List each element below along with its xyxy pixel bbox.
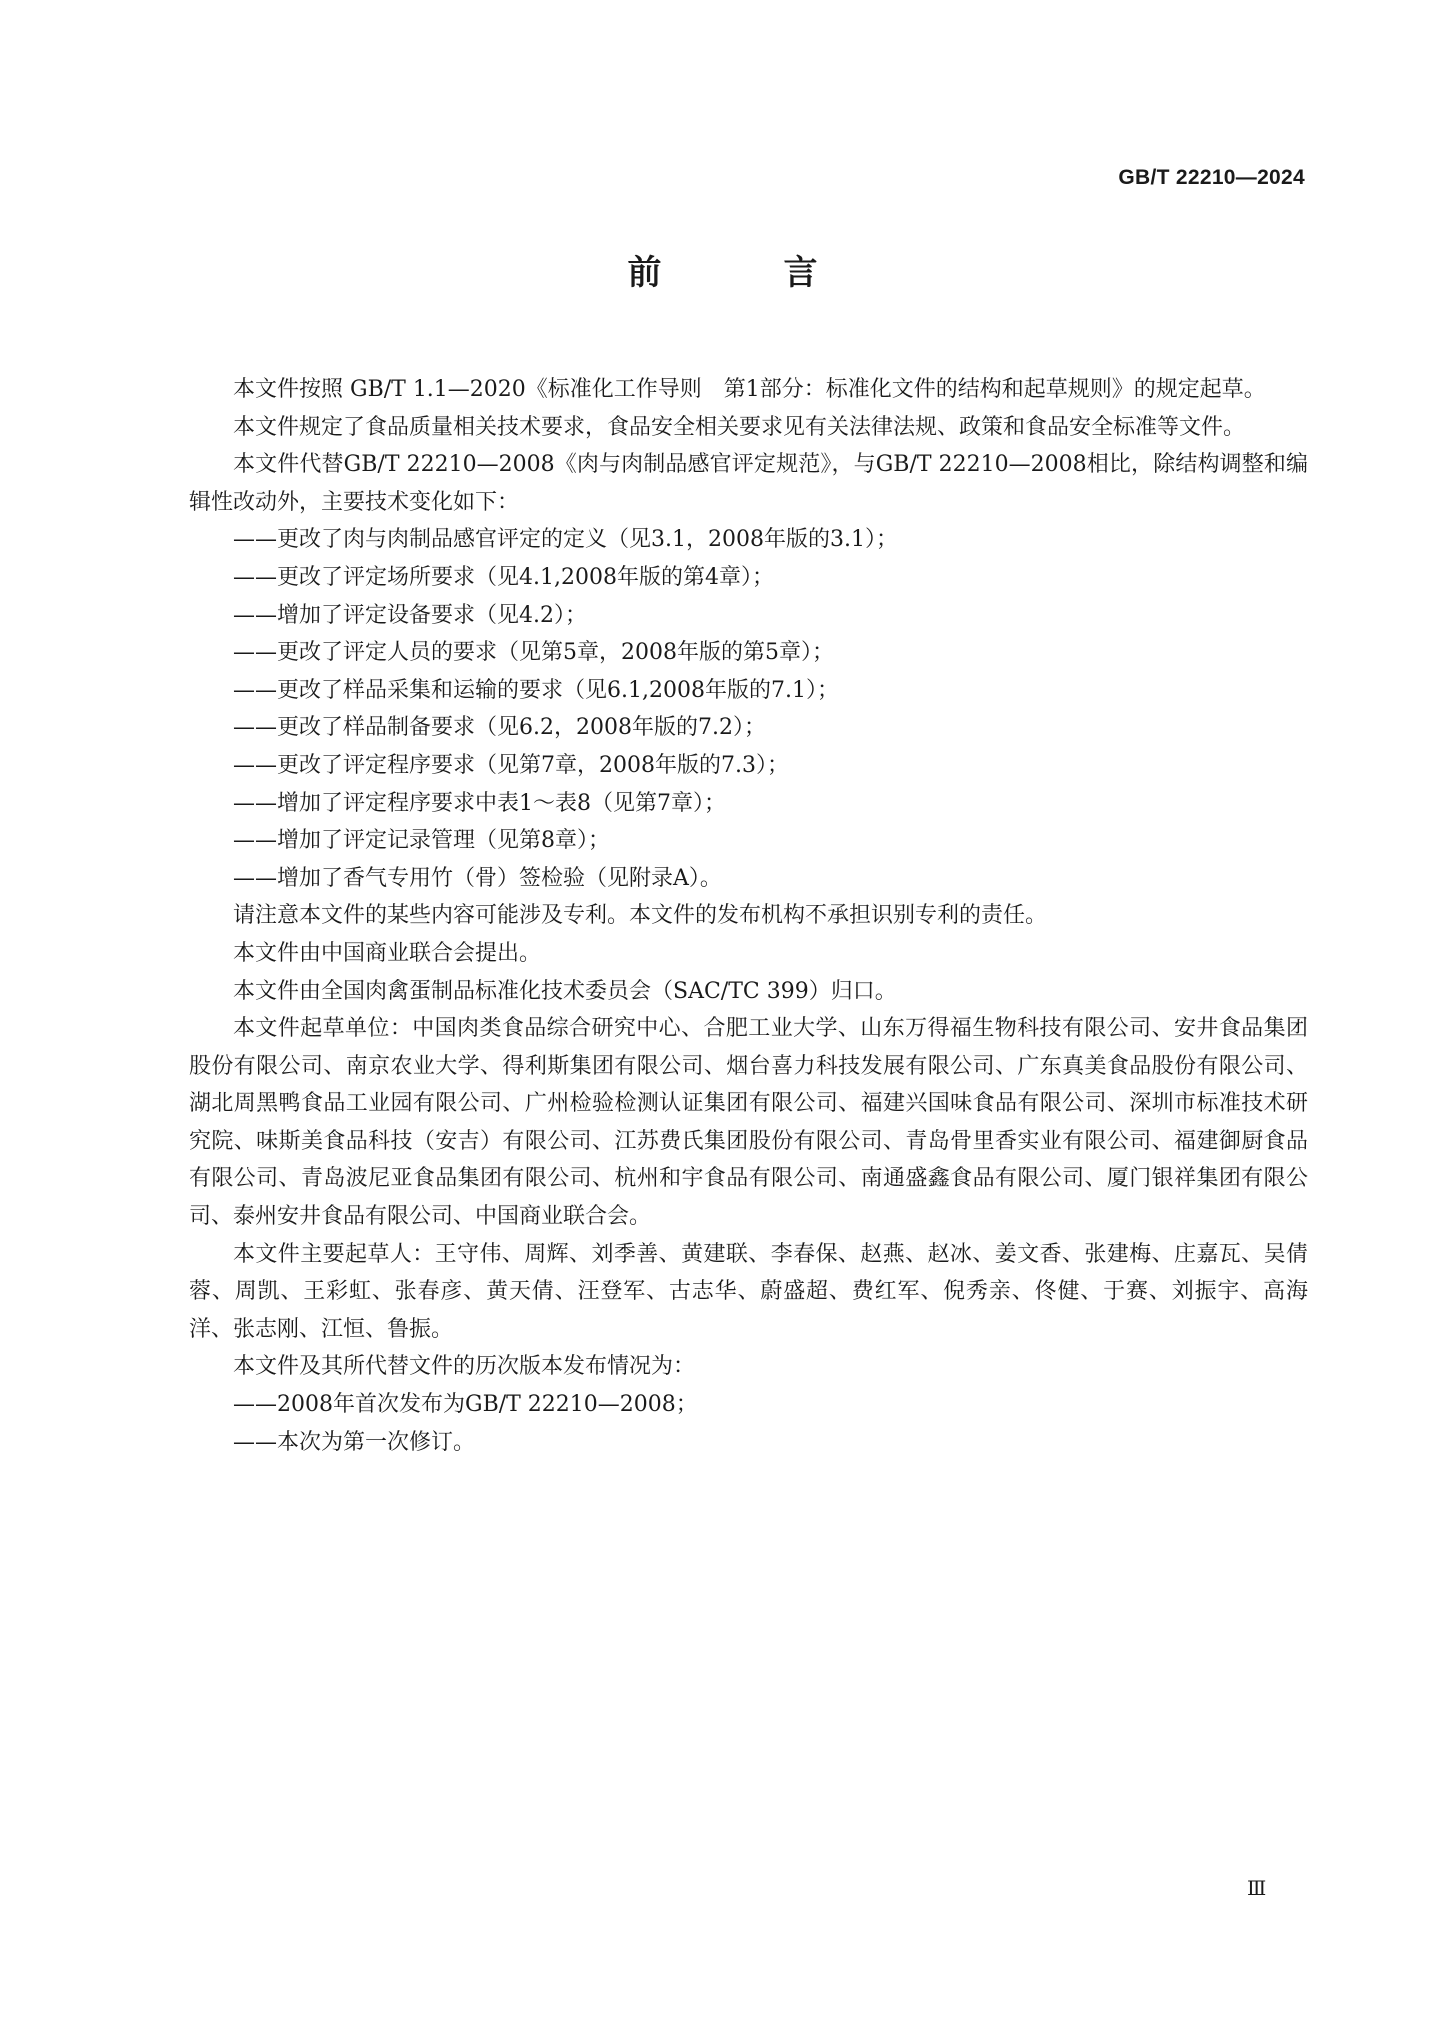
change-item: ——增加了评定程序要求中表1～表8（见第7章）； [233,790,726,816]
patent-notice: 请注意本文件的某些内容可能涉及专利。本文件的发布机构不承担识别专利的责任。 [233,903,1048,929]
change-item: ——更改了肉与肉制品感官评定的定义（见3.1，2008年版的3.1）； [233,527,898,553]
paragraph-drafting-rules: 本文件按照 GB/T 1.1—2020《标准化工作导则 第1部分：标准化文件的结构和起草规则》的规定起草。 [233,377,1266,402]
change-item: ——更改了评定场所要求（见4.1,2008年版的第4章）； [233,564,774,590]
change-item: ——更改了样品制备要求（见6.2，2008年版的7.2）； [233,715,766,741]
change-item: ——增加了评定记录管理（见第8章）； [233,828,610,854]
history-item: ——2008年首次发布为GB/T 22210—2008； [233,1392,698,1418]
change-item: ——更改了评定程序要求（见第7章，2008年版的7.3）； [233,752,789,778]
change-item: ——更改了评定人员的要求（见第5章，2008年版的第5章）； [233,640,834,666]
foreword-body [189,371,1308,1461]
drafting-persons: 本文件主要起草人：王守伟、周辉、刘季善、黄建联、李春保、赵燕、赵冰、姜文香、张建梅、庄嘉瓦、吴倩蓉、周凯、王彩虹、张春彦、黄天倩、汪登军、古志华、蔚盛超、费红军、倪秀亲、佟健、于赛、刘振宇、高海洋、张志刚、江恒、鲁振。 [189,1241,1308,1342]
standard-number: GB/T 22210—2024 [1118,166,1305,189]
committee-statement: 本文件由全国肉禽蛋制品标准化技术委员会（SAC/TC 399）归口。 [233,978,897,1004]
history-item: ——本次为第一次修订。 [233,1429,476,1455]
change-item: ——更改了样品采集和运输的要求（见6.1,2008年版的7.1）； [233,677,839,703]
proposer-statement: 本文件由中国商业联合会提出。 [233,940,542,966]
paragraph-replacement: 本文件代替GB/T 22210—2008《肉与肉制品感官评定规范》，与GB/T 22210—2008相比，除结构调整和编辑性改动外，主要技术变化如下： [189,452,1308,515]
drafting-organizations: 本文件起草单位：中国肉类食品综合研究中心、合肥工业大学、山东万得福生物科技有限公司、安井食品集团股份有限公司、南京农业大学、得利斯集团有限公司、烟台喜力科技发展有限公司、广东真美食品股份有限公司、湖北周黑鸭食品工业园有限公司、广州检验检测认证集团有限公司、福建兴国味食品有限公司、深圳市标准技术研究院、味斯美食品科技（安吉）有限公司、江苏费氏集团股份有限公司、青岛骨里香实业有限公司、福建御厨食品有限公司、青岛波尼亚食品集团有限公司、杭州和宇食品有限公司、南通盛鑫食品有限公司、厦门银祥集团有限公司、泰州安井食品有限公司、中国商业联合会。 [189,1016,1308,1230]
page-title: 前 言 [627,253,862,293]
change-item: ——增加了评定设备要求（见4.2）； [233,602,587,628]
paragraph-scope: 本文件规定了食品质量相关技术要求，食品安全相关要求见有关法律法规、政策和食品安全标准等文件。 [233,414,1246,440]
change-item: ——增加了香气专用竹（骨）签检验（见附录A）。 [233,865,722,891]
page-number: Ⅲ [1247,1876,1267,1900]
history-intro: 本文件及其所代替文件的历次版本发布情况为： [233,1354,696,1380]
